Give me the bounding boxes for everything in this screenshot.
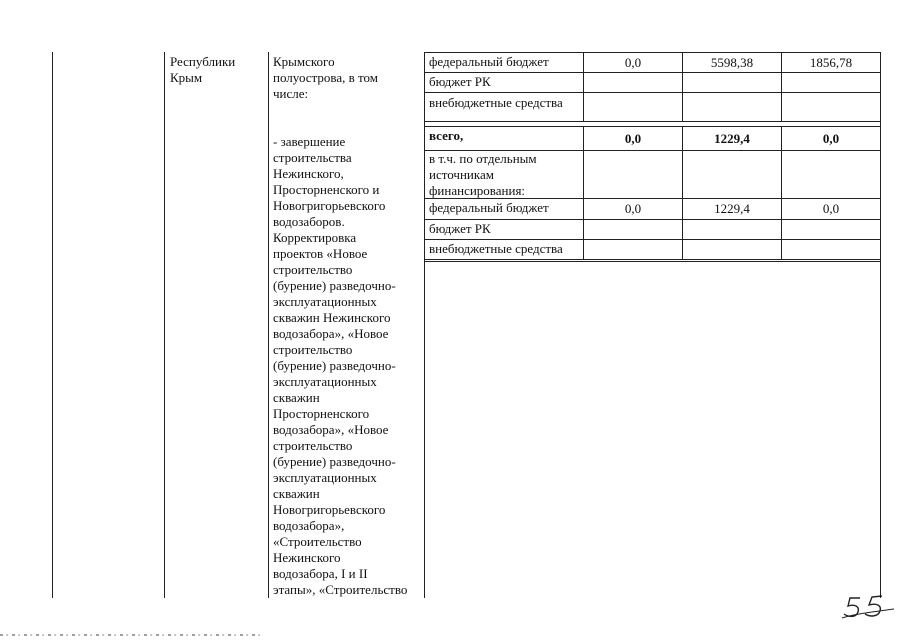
row-value-1: 0,0 [624, 55, 642, 70]
total-label: всего, [429, 128, 464, 143]
row-label: федеральный бюджет [429, 200, 549, 215]
col-line-3 [268, 52, 269, 598]
total-value-1: 0,0 [624, 131, 642, 146]
table-left-border [424, 52, 425, 598]
row-label: федеральный бюджет [429, 54, 549, 69]
table-row-line-2 [424, 92, 881, 93]
table-row-line-7 [424, 219, 881, 220]
region-cell: Республики Крым [170, 54, 236, 85]
table-row-line-9 [424, 259, 881, 260]
subitem-cell: - завершение строительства Нежинского, Просторненского и Новогригорьевского водозаборов. Корректировка проектов «Новое строительство (бурение) разведочно- эксплуатационных скважин Нежинского водозабора», «Новое строительство (бурение) разведочно- эксплуатационных скважин Просторненского водозабора», «Новое строительство (бурение) разведочно- эксплуатационных скважин Новогригорьевского водозабора», «Строительство Нежинского водозабора, I и II этапы», «Строительство [273, 134, 408, 597]
scan-artifact [0, 634, 260, 636]
sources-label: в т.ч. по отдельным источникам финансирования: [429, 151, 537, 198]
description-cell: Крымского полуострова, в том числе: [273, 54, 378, 101]
table-right-border [880, 52, 881, 598]
row-value-2: 1229,4 [714, 201, 750, 216]
row-value-3: 0,0 [822, 201, 840, 216]
row-value-2: 5598,38 [710, 55, 754, 70]
table-row-line-8 [424, 239, 881, 240]
total-value-2: 1229,4 [714, 131, 750, 146]
col-line-1 [52, 52, 53, 598]
row-label: внебюджетные средства [429, 241, 563, 256]
row-label: бюджет РК [429, 221, 491, 236]
table-row-line-4 [424, 126, 881, 127]
table-row-line-0 [424, 52, 881, 53]
table-row-line-10 [424, 261, 881, 262]
row-value-3: 1856,78 [809, 55, 853, 70]
total-value-3: 0,0 [822, 131, 840, 146]
table-row-line-1 [424, 72, 881, 73]
row-value-1: 0,0 [624, 201, 642, 216]
col-line-2 [164, 52, 165, 598]
table-row-line-3 [424, 121, 881, 122]
handwritten-page-number [838, 592, 898, 622]
row-label: бюджет РК [429, 74, 491, 89]
row-label: внебюджетные средства [429, 95, 563, 110]
